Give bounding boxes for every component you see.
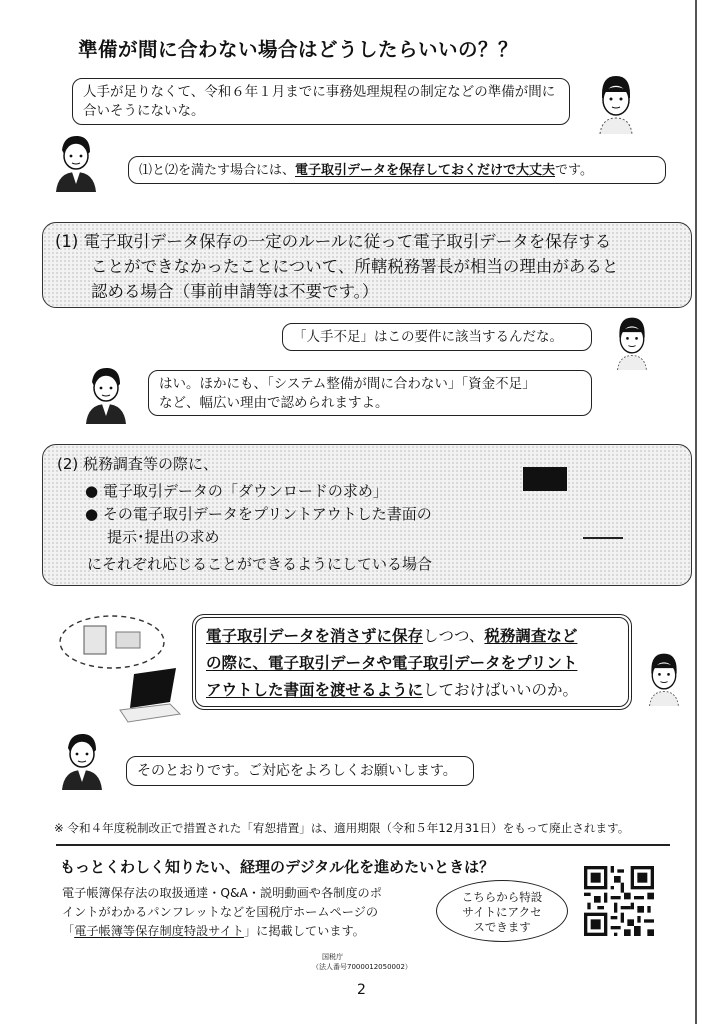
man-face-icon bbox=[642, 650, 686, 706]
bubble-1-text: 人手が足りなくて、令和６年１月までに事務処理規程の制定などの準備が間に合いそうにないな。 bbox=[83, 84, 556, 119]
page-title: 準備が間に合わない場合はどうしたらいいの？？ bbox=[78, 38, 519, 61]
document-icon bbox=[583, 537, 623, 539]
more-info-line-2: イントがわかるパンフレットなどを国税庁ホームページの bbox=[62, 905, 379, 919]
bubble-2-text-pre: ⑴と⑵を満たす場合には、 bbox=[139, 163, 296, 178]
more-info-line-3: 「電子帳簿等保存制度特設サイト」に掲載しています。 bbox=[62, 924, 365, 938]
laptop-icon bbox=[523, 467, 567, 491]
page-number: 2 bbox=[357, 982, 366, 998]
bubble-4-line-1: はい。ほかにも、「システム整備が間に合わない」「資金不足」 bbox=[159, 376, 536, 392]
bubble-4-line-2: など、幅広い理由で認められますよ。 bbox=[159, 395, 389, 411]
bubble-5-text: そのとおりです。ご対応をよろしくお願いします。 bbox=[137, 763, 457, 779]
footer-org: 国税庁 bbox=[322, 953, 343, 961]
speech-bubble-5 bbox=[126, 756, 474, 786]
box-1-line-3: 認める場合（事前申請等は不要です。） bbox=[91, 282, 379, 301]
summary-line-3: アウトした書面を渡せるようにしておけばいいのか。 bbox=[206, 681, 579, 699]
box-2-item-1: ● 電子取引データの「ダウンロードの求め」 bbox=[85, 482, 388, 500]
box-1-line-2: ことができなかったことについて、所轄税務署長が相当の理由があると bbox=[91, 257, 619, 276]
speech-bubble-2 bbox=[128, 156, 666, 184]
summary-line-2: の際に、電子取引データや電子取引データをプリント bbox=[206, 654, 578, 672]
access-oval bbox=[436, 880, 568, 942]
box-1-line-1: (1) 電子取引データ保存の一定のルールに従って電子取引データを保存する bbox=[55, 232, 612, 251]
box-2-head: (2) 税務調査等の際に、 bbox=[57, 455, 219, 473]
special-site-link[interactable]: 電子帳簿等保存制度特設サイト bbox=[74, 924, 244, 938]
condition-box-2 bbox=[42, 444, 692, 586]
box-2-foot: にそれぞれ応じることができるようにしている場合 bbox=[87, 555, 433, 573]
box-2-item-2a: ● その電子取引データをプリントアウトした書面の bbox=[85, 505, 432, 523]
speech-bubble-1 bbox=[72, 78, 570, 125]
condition-box-1 bbox=[42, 222, 692, 308]
oval-line-1: こちらから特設 bbox=[461, 890, 543, 904]
bubble-2-text-post: です。 bbox=[555, 163, 593, 178]
businessman-icon bbox=[52, 132, 100, 192]
qr-code-icon[interactable] bbox=[584, 866, 654, 936]
man-face-icon bbox=[610, 314, 654, 370]
more-info-title: もっとくわしく知りたい、経理のデジタル化を進めたいときは？ bbox=[60, 858, 495, 876]
summary-line-1: 電子取引データを消さずに保存しつつ、税務調査など bbox=[206, 627, 578, 645]
man-face-icon bbox=[592, 72, 640, 134]
more-info-line-1: 電子帳簿保存法の取扱通達・Q&A・説明動画や各制度のポ bbox=[62, 886, 382, 900]
speech-bubble-3 bbox=[282, 323, 592, 351]
oval-line-2: サイトにアクセ bbox=[462, 905, 542, 919]
page-edge-line bbox=[695, 0, 697, 1024]
divider bbox=[56, 844, 670, 846]
businessman-icon bbox=[58, 730, 106, 790]
box-2-item-2b: 提示･提出の求め bbox=[107, 528, 220, 546]
bubble-3-text: 「人手不足」はこの要件に該当するんだな。 bbox=[293, 329, 563, 345]
laptop-icon bbox=[118, 668, 182, 724]
summary-bubble bbox=[192, 614, 632, 710]
thought-oval-icon bbox=[56, 612, 168, 672]
footnote: ※ 令和４年度税制改正で措置された「宥恕措置」は、適用期限（令和５年12月31日）をもって廃止されます。 bbox=[54, 821, 630, 835]
speech-bubble-4 bbox=[148, 370, 592, 416]
oval-line-3: スできます bbox=[473, 920, 531, 934]
more-info-body bbox=[62, 884, 382, 941]
bubble-2-emphasis: 電子取引データを保存しておくだけで大丈夫 bbox=[295, 163, 556, 178]
businessman-icon bbox=[82, 364, 130, 424]
footer-number: （法人番号7000012050002） bbox=[312, 963, 412, 971]
